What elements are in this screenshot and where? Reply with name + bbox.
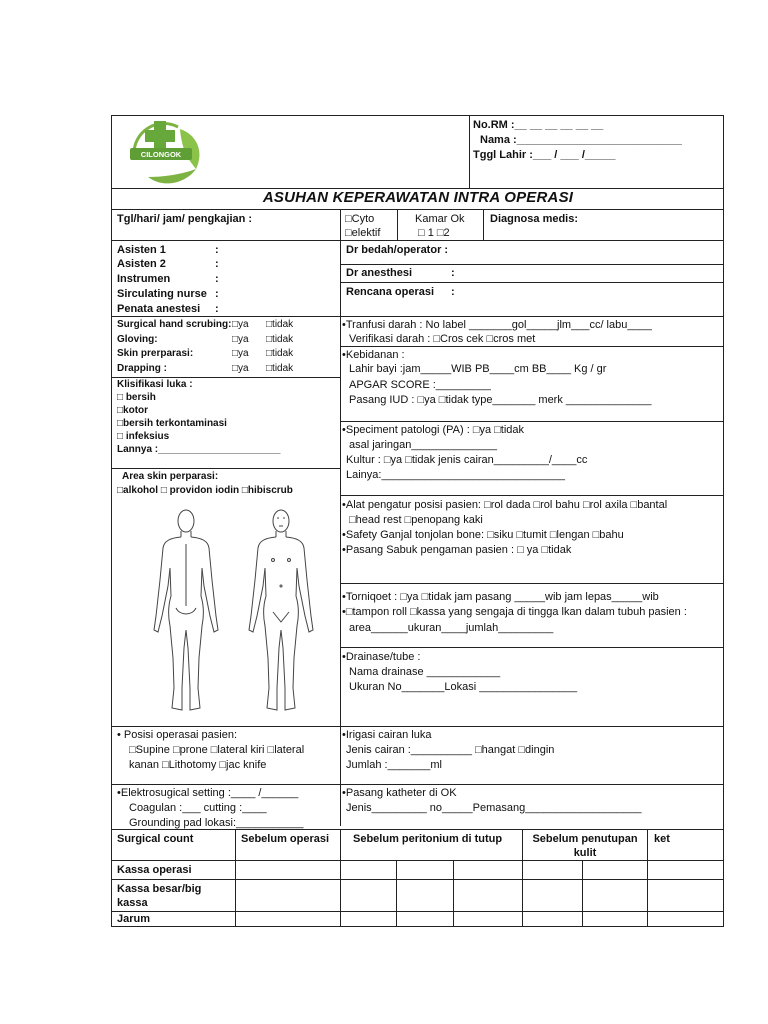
instrumen-label: Instrumen [117, 273, 171, 285]
rule [397, 209, 398, 240]
asisten2-label: Asisten 2 [117, 258, 166, 270]
logo-text: CILONGOK [140, 150, 182, 159]
rule [340, 647, 724, 648]
tampon-area: area______ukuran____jumlah_________ [349, 622, 554, 634]
pa-title[interactable]: •Speciment patologi (PA) : □ya □tidak [342, 424, 525, 436]
drainase-nama: Nama drainase ____________ [349, 666, 501, 678]
count-header-penutupan: Sebelum penutupan kulit [532, 833, 638, 859]
elektif-checkbox[interactable]: □elektif [345, 227, 381, 239]
colon: : [215, 273, 219, 285]
kebidanan-title: •Kebidanan : [342, 349, 405, 361]
rule [111, 879, 724, 880]
rule [396, 860, 397, 926]
rule [340, 209, 341, 826]
rule [111, 209, 724, 210]
body-front-figure [241, 508, 321, 720]
rule [340, 282, 724, 283]
rule [111, 911, 724, 912]
kebidanan-lahir-bayi: Lahir bayi :jam_____WIB PB____cm BB____ Kg / gr [349, 363, 607, 375]
rule [340, 264, 724, 265]
drapping-tidak[interactable]: □tidak [266, 363, 294, 374]
header-divider [469, 115, 470, 188]
drainase-ukuran: Ukuran No_______Lokasi ________________ [349, 681, 578, 693]
posisi-operasi-title: • Posisi operasai pasien: [117, 729, 238, 741]
rule [647, 829, 648, 926]
rule [340, 829, 341, 926]
rule [522, 829, 523, 926]
rule [111, 726, 340, 727]
rule [340, 784, 724, 785]
rule [340, 726, 724, 727]
count-header-peritonium: Sebelum peritonium di tutup [353, 833, 503, 845]
rule [235, 829, 236, 926]
posisi-operasi-opts1[interactable]: □Supine □prone □lateral kiri □lateral [129, 744, 305, 756]
rule [111, 240, 724, 241]
tgl-pengkajian-label: Tgl/hari/ jam/ pengkajian : [117, 213, 253, 225]
count-row-kassa-besar: Kassa besar/big kassa [117, 883, 202, 909]
rule [453, 860, 454, 926]
kebidanan-apgar: APGAR SCORE :_________ [349, 379, 491, 391]
cyto-checkbox[interactable]: □Cyto [345, 213, 375, 225]
skin-ya[interactable]: □ya [232, 348, 249, 359]
asisten1-label: Asisten 1 [117, 244, 166, 256]
count-row-jarum: Jarum [117, 913, 151, 925]
form-title: ASUHAN KEPERAWATAN INTRA OPERASI [262, 189, 574, 206]
gloving-tidak[interactable]: □tidak [266, 334, 294, 345]
rule [483, 209, 484, 240]
posisi-operasi-opts2[interactable]: kanan □Lithotomy □jac knife [129, 759, 267, 771]
count-header-surgical: Surgical count [117, 833, 194, 845]
luka-kotor[interactable]: □kotor [117, 405, 149, 416]
dr-anesthesi-label: Dr anesthesi [346, 267, 413, 279]
tampon-roll[interactable]: •□tampon roll □kassa yang sengaja di tingga lkan dalam tubuh pasien : [342, 606, 687, 618]
pa-kultur[interactable]: Kultur : □ya □tidak jenis cairan_________/____cc [346, 454, 588, 466]
scrub-ya[interactable]: □ya [232, 319, 249, 330]
rule [340, 583, 724, 584]
penata-label: Penata anestesi [117, 303, 201, 315]
luka-lannya[interactable]: Lannya :______________________ [117, 444, 281, 455]
rule [111, 784, 340, 785]
rule [340, 346, 724, 347]
skin-tidak[interactable]: □tidak [266, 348, 294, 359]
gloving-label: Gloving: [117, 334, 158, 345]
kebidanan-iud[interactable]: Pasang IUD : □ya □tidak type_______ merk ______________ [349, 394, 652, 406]
skin-label: Skin prerparasi: [117, 348, 194, 359]
border-top [111, 115, 724, 116]
area-skin-title: Area skin perparasi: [122, 471, 219, 482]
colon: : [215, 288, 219, 300]
count-header-sebelum-operasi: Sebelum operasi [241, 833, 330, 845]
rule [340, 421, 724, 422]
sabuk-pengaman[interactable]: •Pasang Sabuk pengaman pasien : □ ya □tidak [342, 544, 572, 556]
rule [111, 860, 724, 861]
alat-posisi[interactable]: •Alat pengatur posisi pasien: □rol dada □rol bahu □rol axila □bantal [342, 499, 668, 511]
kamar-ok-options[interactable]: □ 1 □2 [418, 227, 450, 239]
rule [111, 468, 340, 469]
rule [582, 860, 583, 926]
diagnosa-medis-label: Diagnosa medis: [490, 213, 579, 225]
colon: : [215, 258, 219, 270]
dr-bedah-label: Dr bedah/operator : [346, 244, 449, 256]
border-right [723, 115, 724, 927]
irigasi-jumlah: Jumlah :_______ml [346, 759, 443, 771]
elektro-grounding: Grounding pad lokasi:___________ [129, 817, 304, 829]
rule [111, 316, 724, 317]
colon: : [215, 303, 219, 315]
tranfusi-line1: •Tranfusi darah : No label _______gol_____jlm___cc/ labu____ [342, 319, 652, 331]
kateter-jenis: Jenis_________ no_____Pemasang___________________ [346, 802, 642, 814]
luka-bersih-terkontaminasi[interactable]: □bersih terkontaminasi [117, 418, 227, 429]
sirculating-label: Sirculating nurse [117, 288, 207, 300]
body-back-figure [146, 508, 226, 720]
alat-posisi-cont[interactable]: □head rest □penopang kaki [349, 514, 483, 526]
rule [111, 926, 724, 927]
scrub-label: Surgical hand scrubing: [117, 319, 232, 330]
irigasi-title: •Irigasi cairan luka [342, 729, 432, 741]
count-row-kassa-operasi: Kassa operasi [117, 864, 192, 876]
luka-title: Klisifikasi luka : [117, 379, 193, 390]
border-left [111, 115, 112, 927]
colon: : [451, 267, 455, 279]
rencana-operasi-label: Rencana operasi [346, 286, 435, 298]
pa-lainya: Lainya:______________________________ [346, 469, 566, 481]
hospital-logo [118, 117, 208, 187]
drapping-label: Drapping : [117, 363, 167, 374]
count-header-ket: ket [654, 833, 670, 845]
luka-infeksius[interactable]: □ infeksius [117, 431, 170, 442]
pa-asal-jaringan: asal jaringan______________ [349, 439, 498, 451]
scrub-tidak[interactable]: □tidak [266, 319, 294, 330]
kamar-ok-label: Kamar Ok [415, 213, 465, 225]
norm-field: No.RM :__ __ __ __ __ __ [473, 119, 604, 131]
area-skin-options[interactable]: □alkohol □ providon iodin □hibiscrub [117, 485, 293, 496]
rule [340, 495, 724, 496]
elektro-setting: •Elektrosugical setting :____ /______ [117, 787, 299, 799]
colon: : [215, 244, 219, 256]
tggl-lahir-field: Tggl Lahir :___ / ___ /_____ [473, 149, 616, 161]
nama-field: Nama :___________________________ [480, 134, 682, 146]
tranfusi-verifikasi[interactable]: Verifikasi darah : □Cros cek □cros met [349, 333, 536, 345]
elektro-coagulan: Coagulan :___ cutting :____ [129, 802, 267, 814]
luka-bersih[interactable]: □ bersih [117, 392, 156, 403]
drainase-title: •Drainase/tube : [342, 651, 421, 663]
gloving-ya[interactable]: □ya [232, 334, 249, 345]
kateter-title: •Pasang katheter di OK [342, 787, 457, 799]
safety-ganjal[interactable]: •Safety Ganjal tonjolan bone: □siku □tumit □lengan □bahu [342, 529, 624, 541]
torniqoet[interactable]: •Torniqoet : □ya □tidak jam pasang _____wib jam lepas_____wib [342, 591, 659, 603]
colon: : [451, 286, 455, 298]
irigasi-jenis[interactable]: Jenis cairan :__________ □hangat □dingin [346, 744, 555, 756]
drapping-ya[interactable]: □ya [232, 363, 249, 374]
